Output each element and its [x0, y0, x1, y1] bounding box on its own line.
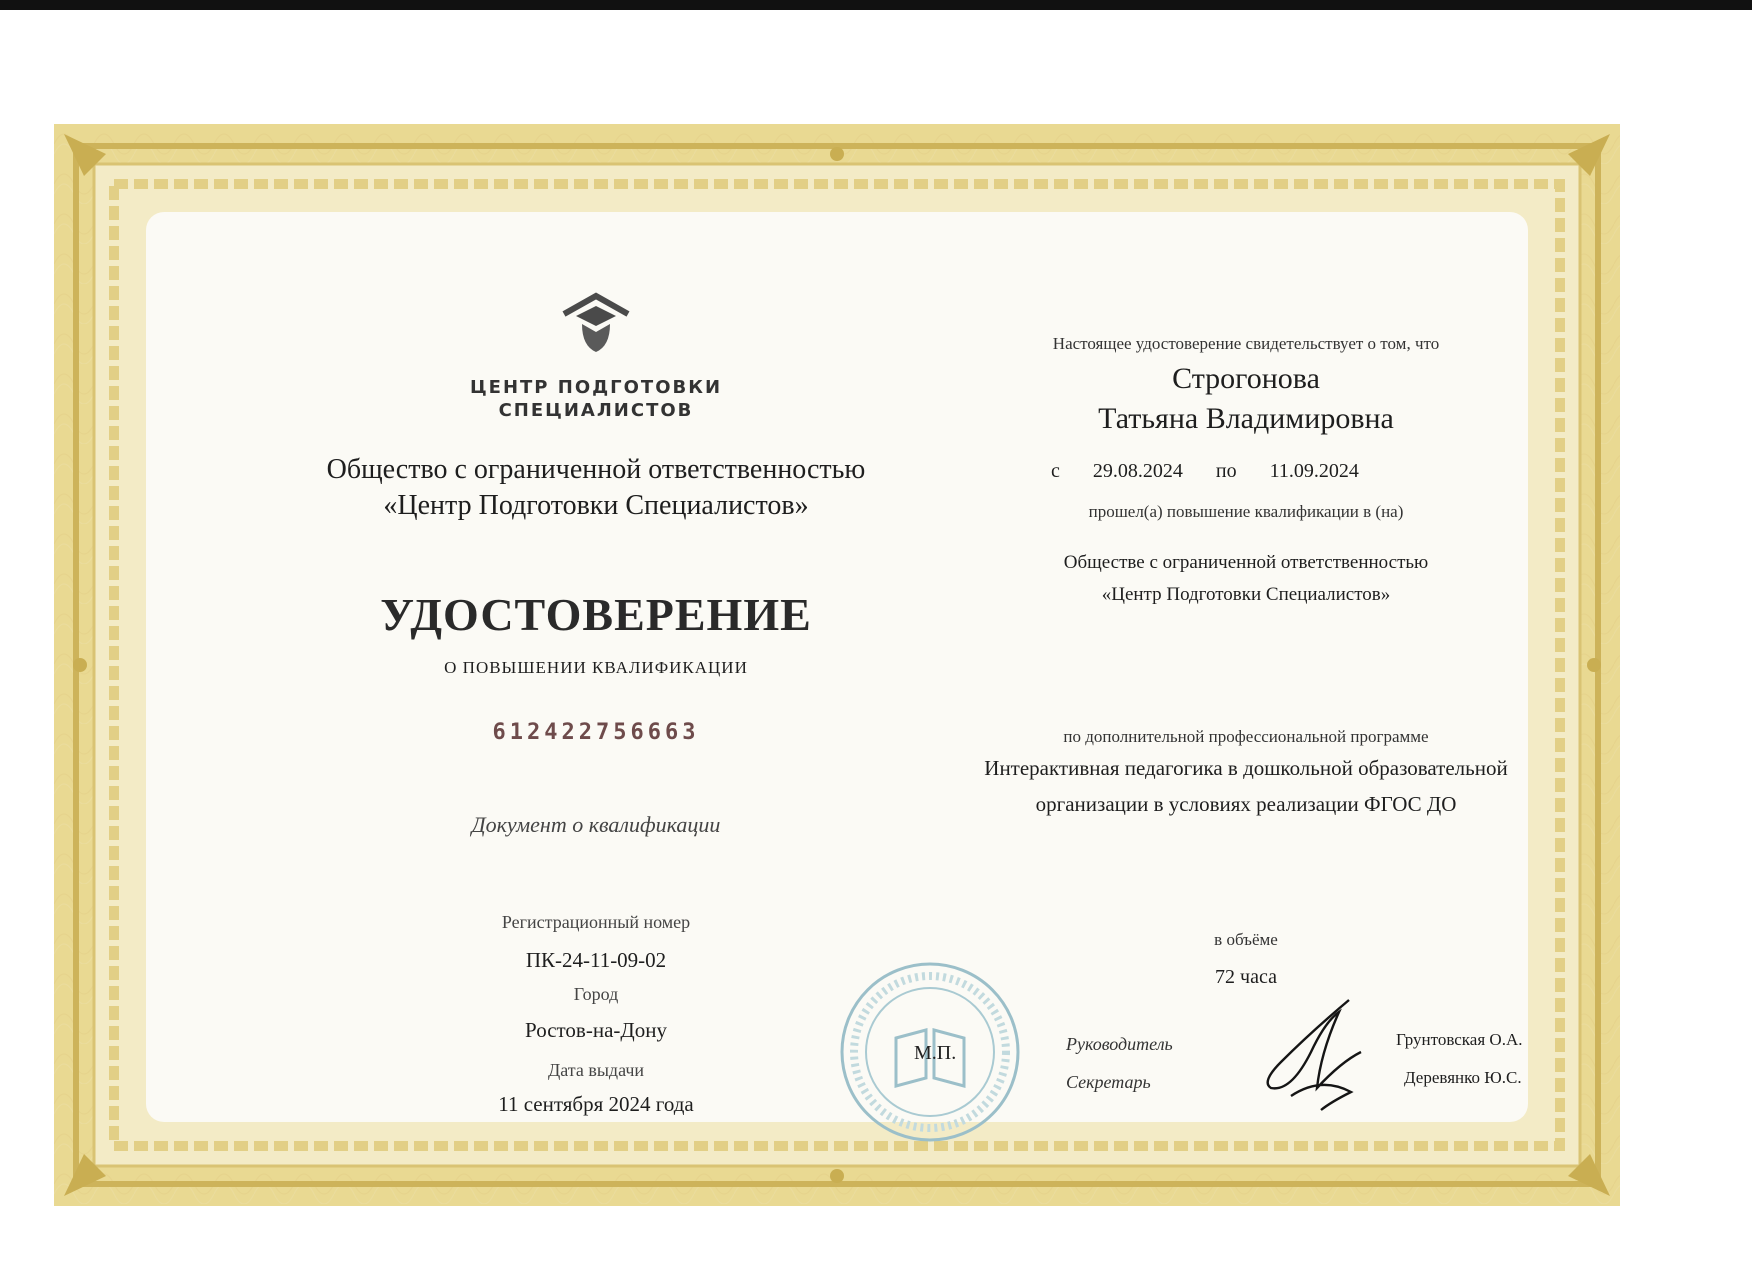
- holder-given-names: Татьяна Владимировна: [1098, 402, 1394, 435]
- head-role: Руководитель: [1066, 1034, 1173, 1054]
- volume-label: в объёме: [1214, 930, 1278, 949]
- attest-text: Настоящее удостоверение свидетельствует о том, что: [1052, 334, 1440, 353]
- program-label: по дополнительной профессиональной программе: [1063, 727, 1429, 746]
- program-name-line1: Интерактивная педагогика в дошкольной образовательной: [984, 756, 1508, 780]
- org-left-line1: Общество с ограниченной ответственностью: [326, 454, 866, 485]
- period-from-date: 29.08.2024: [1092, 460, 1183, 482]
- issue-date: 11 сентября 2024 года: [498, 1092, 694, 1116]
- org-right-line2: «Центр Подготовки Специалистов»: [1101, 584, 1391, 605]
- city-label: Город: [573, 984, 619, 1004]
- certificate-subtitle: О ПОВЫШЕНИИ КВАЛИФИКАЦИИ: [444, 658, 748, 677]
- graduation-cap-logo-icon: [536, 292, 656, 358]
- city-value: Ростов-на-Дону: [525, 1018, 667, 1042]
- registration-label: Регистрационный номер: [501, 912, 691, 932]
- certificate-body: [146, 212, 1528, 1122]
- organization-name-left: [236, 452, 956, 524]
- program-name-line2: организации в условиях реализации ФГОС ДО: [1035, 792, 1457, 816]
- document-type: Документ о квалификации: [471, 812, 721, 837]
- logo-text: ЦЕНТР ПОДГОТОВКИ СПЕЦИАЛИСТОВ: [469, 377, 723, 421]
- signature: [1251, 992, 1381, 1112]
- training-period: [1051, 460, 1551, 483]
- period-to-date: 11.09.2024: [1269, 460, 1359, 482]
- secretary-role: Секретарь: [1066, 1072, 1151, 1092]
- holder-surname: Строгонова: [1172, 362, 1320, 395]
- certificate: [54, 124, 1620, 1206]
- registration-number: ПК-24-11-09-02: [525, 948, 667, 972]
- certificate-title: УДОСТОВЕРЕНИЕ: [380, 589, 812, 640]
- head-name: Грунтовская О.А.: [1396, 1030, 1523, 1049]
- org-left-line2: «Центр Подготовки Специалистов»: [383, 490, 809, 521]
- issue-date-label: Дата выдачи: [547, 1060, 645, 1080]
- period-to-word: по: [1215, 460, 1237, 482]
- passed-text: прошел(а) повышение квалификации в (на): [1088, 502, 1404, 521]
- volume-hours: 72 часа: [1215, 966, 1277, 988]
- org-right-line1: Обществе с ограниченной ответственностью: [1063, 552, 1429, 573]
- serial-number: 612422756663: [492, 720, 700, 745]
- stamp-label: М.П.: [914, 1042, 957, 1064]
- secretary-name: Деревянко Ю.С.: [1404, 1068, 1522, 1087]
- period-from-word: с: [1051, 460, 1060, 482]
- scan-edge: [0, 0, 1752, 10]
